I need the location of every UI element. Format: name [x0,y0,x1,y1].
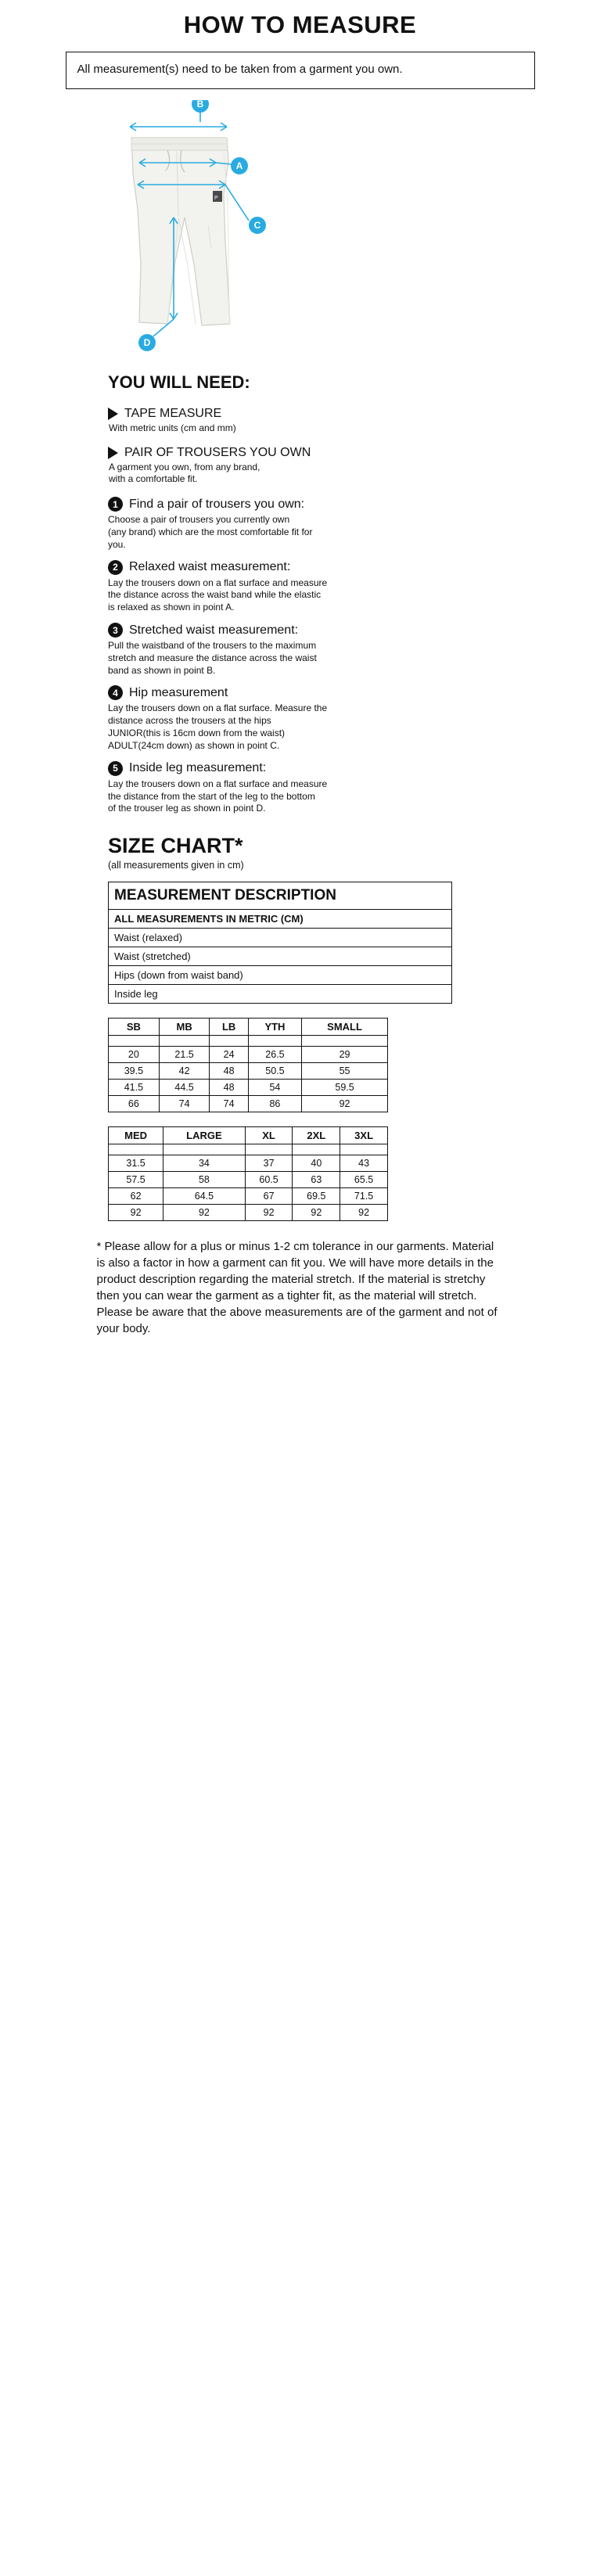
cell: 58 [163,1172,246,1188]
size-table-junior [108,1018,388,1112]
cell: 48 [210,1080,248,1096]
page-title: HOW TO MEASURE [183,11,417,38]
table-row [109,1096,388,1112]
label-c [249,217,266,234]
intro-text: All measurement(s) need to be taken from a garment you own. [77,63,403,76]
column-header: YTH [248,1019,301,1036]
svg-text:P: P [214,196,218,202]
cell: 67 [245,1188,293,1205]
cell: 69.5 [293,1188,340,1205]
measurement-description-subtitle: ALL MEASUREMENTS IN METRIC (CM) [109,910,452,929]
cell: 63 [293,1172,340,1188]
trousers-illustration [131,138,230,325]
cell: 60.5 [245,1172,293,1188]
column-header: XL [245,1127,293,1144]
step-title: Find a pair of trousers you own: [129,497,305,511]
step-1 [108,497,476,551]
label-a [231,157,248,174]
step-title: Stretched waist measurement: [129,623,299,637]
step-number-badge: 1 [108,497,123,512]
column-header: SB [109,1019,160,1036]
cell: 65.5 [340,1172,388,1188]
cell: 86 [248,1096,301,1112]
column-header: MB [159,1019,210,1036]
size-chart-note: (all measurements given in cm) [108,860,244,871]
need-item-label: TAPE MEASURE [124,407,222,421]
cell: 62 [109,1188,163,1205]
table-row [109,947,452,966]
table-header-row [109,1019,388,1036]
step-number-badge: 2 [108,560,123,575]
measurement-row: Waist (relaxed) [109,929,452,947]
step-3 [108,623,476,677]
cell: 20 [109,1047,160,1063]
measurement-diagram [0,100,600,358]
svg-text:C: C [253,220,261,232]
step-title: Inside leg measurement: [129,761,267,775]
cell: 64.5 [163,1188,246,1205]
column-header: 3XL [340,1127,388,1144]
cell: 92 [302,1096,388,1112]
cell: 74 [159,1096,210,1112]
cell: 92 [340,1205,388,1221]
cell: 37 [245,1155,293,1172]
cell: 26.5 [248,1047,301,1063]
step-body: Lay the trousers down on a flat surface and measure the distance from the start of the leg to the bottom of the trouser leg as shown in point D. [108,778,328,814]
svg-text:A: A [235,160,243,172]
table-row [109,1188,388,1205]
need-item-desc: A garment you own, from any brand, with a comfortable fit. [109,461,260,485]
cell: 34 [163,1155,246,1172]
step-title: Relaxed waist measurement: [129,560,291,574]
label-d [138,334,156,351]
measurement-row: Waist (stretched) [109,947,452,966]
cell: 43 [340,1155,388,1172]
need-item-trousers [108,446,600,486]
cell: 42 [159,1063,210,1080]
cell: 71.5 [340,1188,388,1205]
table-row [109,910,452,929]
cell: 39.5 [109,1063,160,1080]
svg-text:B: B [196,100,204,110]
cell: 41.5 [109,1080,160,1096]
triangle-bullet-icon [108,447,118,459]
cell: 92 [245,1205,293,1221]
cell: 92 [293,1205,340,1221]
step-body: Choose a pair of trousers you currently own (any brand) which are the most comfortable fit for you. [108,514,313,550]
table-row [109,985,452,1004]
measurement-description-table [108,882,452,1004]
column-header: LARGE [163,1127,246,1144]
label-b [192,100,209,113]
column-header: 2XL [293,1127,340,1144]
svg-text:D: D [143,337,151,349]
table-row [109,1155,388,1172]
need-item-tape-measure [108,407,600,435]
table-row [109,1036,388,1047]
cell: 21.5 [159,1047,210,1063]
cell: 29 [302,1047,388,1063]
cell: 59.5 [302,1080,388,1096]
cell: 92 [163,1205,246,1221]
table-row [109,929,452,947]
step-body: Pull the waistband of the trousers to the maximum stretch and measure the distance across the waist band as shown in point B. [108,640,317,676]
column-header: LB [210,1019,248,1036]
table-row [109,882,452,910]
cell: 40 [293,1155,340,1172]
cell: 66 [109,1096,160,1112]
intro-box [66,52,535,89]
step-5 [108,761,476,815]
step-number-badge: 4 [108,685,123,700]
table-header-row [109,1127,388,1144]
cell: 74 [210,1096,248,1112]
table-row [109,1047,388,1063]
cell: 44.5 [159,1080,210,1096]
table-row [109,1144,388,1155]
tolerance-footnote: * Please allow for a plus or minus 1-2 cm tolerance in our garments. Material is also a factor in how a garment can fit you. We will have more details in the product description regarding the material stretch. If the material is stretchy then you can wear the garment as a tighter fit, as the material will stretch. Please be aware that the above measurements are of the garment and not of your body. [96,1240,498,1336]
size-chart-heading: SIZE CHART* [108,834,243,858]
step-title: Hip measurement [129,685,228,699]
table-row [109,966,452,985]
cell: 57.5 [109,1172,163,1188]
cell: 48 [210,1063,248,1080]
measurement-row: Inside leg [109,985,452,1004]
step-body: Lay the trousers down on a flat surface and measure the distance across the waist band while the elastic is relaxed as shown in point A. [108,577,328,613]
triangle-bullet-icon [108,408,118,420]
column-header: MED [109,1127,163,1144]
steps-list [108,497,476,815]
need-item-label: PAIR OF TROUSERS YOU OWN [124,445,311,459]
you-will-need-heading: YOU WILL NEED: [108,372,250,393]
step-number-badge: 3 [108,623,123,638]
cell: 54 [248,1080,301,1096]
measurement-row: Hips (down from waist band) [109,966,452,985]
table-row [109,1080,388,1096]
step-body: Lay the trousers down on a flat surface. Measure the distance across the trousers at the hips JUNIOR(this is 16cm down from the waist) ADULT(24cm down) as shown in point C. [108,702,328,751]
step-2 [108,560,476,614]
cell: 92 [109,1205,163,1221]
cell: 24 [210,1047,248,1063]
table-row [109,1063,388,1080]
step-number-badge: 5 [108,761,123,776]
table-row [109,1172,388,1188]
cell: 55 [302,1063,388,1080]
size-table-adult [108,1126,388,1221]
you-will-need-list [108,407,600,486]
measurement-description-title: MEASUREMENT DESCRIPTION [109,882,452,910]
table-row [109,1205,388,1221]
cell: 50.5 [248,1063,301,1080]
need-item-desc: With metric units (cm and mm) [109,422,236,434]
column-header: SMALL [302,1019,388,1036]
step-4 [108,685,476,752]
cell: 31.5 [109,1155,163,1172]
